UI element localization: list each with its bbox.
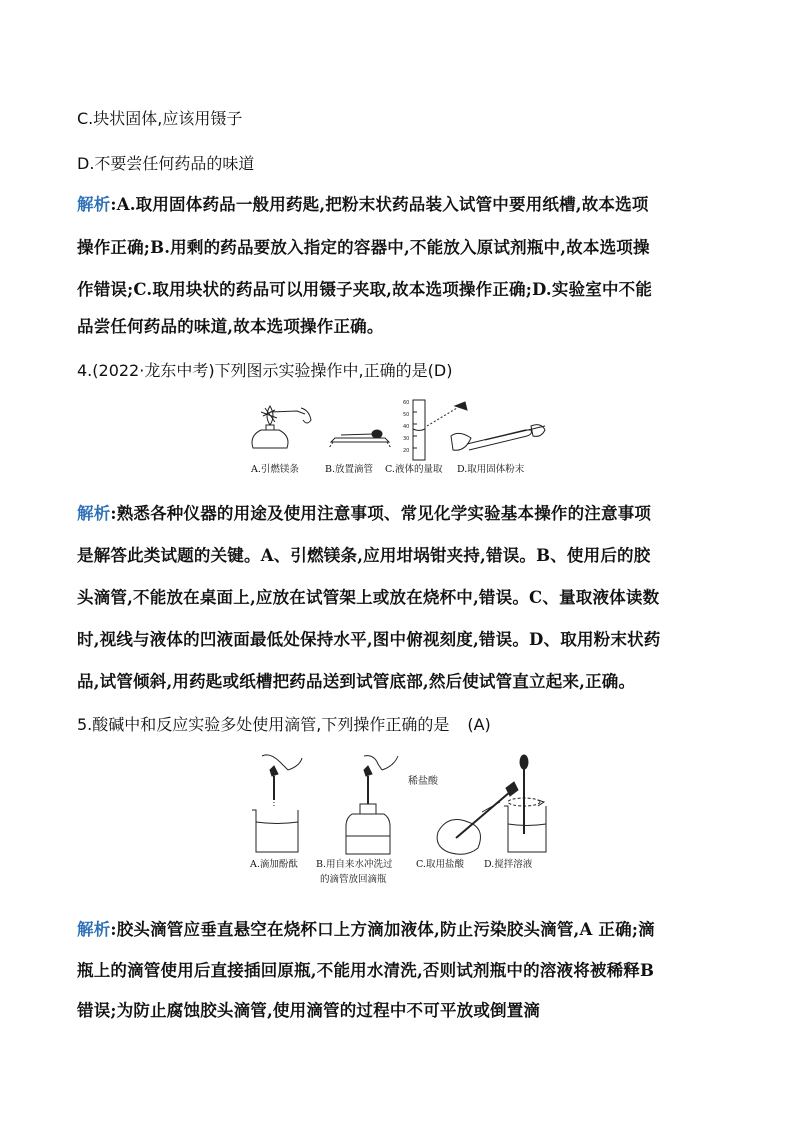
- cylinder-tick: 20: [403, 448, 410, 454]
- analysis-label: 解析: [77, 195, 111, 214]
- q4-caption-b: B.放置滴管: [325, 464, 374, 475]
- q3-analysis-line-3: 作错误;C.取用块状的药品可以用镊子夹取,故本选项操作正确;D.实验室中不能: [77, 280, 653, 299]
- q4-analysis-line-3: 头滴管,不能放在桌面上,应放在试管架上或放在烧杯中,错误。C、量取液体读数: [77, 588, 660, 607]
- analysis-text: :熟悉各种仪器的用途及使用注意事项、常见化学实验基本操作的注意事项: [110, 504, 652, 523]
- q3-analysis-line-2: 操作正确;B.用剩的药品要放入指定的容器中,不能放入原试剂瓶中,故本选项操: [77, 238, 650, 257]
- q5-caption-a: A.滴加酚酞: [250, 859, 298, 870]
- q5-caption-b: B.用自来水冲洗过: [316, 859, 393, 870]
- q4-caption-a: A.引燃镁条: [251, 464, 299, 475]
- q4-stem: 4.(2022·龙东中考)下列图示实验操作中,正确的是(D): [77, 361, 453, 380]
- analysis-label: 解析: [77, 504, 111, 523]
- q5-analysis-line-2: 瓶上的滴管使用后直接插回原瓶,不能用水清洗,否则试剂瓶中的溶液将被稀释B: [77, 961, 655, 980]
- cylinder-tick: 60: [403, 400, 410, 406]
- q5-caption-d: D.搅拌溶液: [484, 859, 533, 870]
- q5-analysis-line-3: 错误;为防止腐蚀胶头滴管,使用滴管的过程中不可平放或倒置滴: [77, 1001, 541, 1020]
- hcl-label: 稀盐酸: [408, 776, 438, 787]
- q4-analysis-line-2: 是解答此类试题的关键。A、引燃镁条,应用坩埚钳夹持,错误。B、使用后的胶: [77, 546, 651, 565]
- q5-stem-text: 5.酸碱中和反应实验多处使用滴管,下列操作正确的是: [77, 715, 450, 734]
- q5-caption-b2: 的滴管放回滴瓶: [320, 874, 387, 885]
- q3-analysis-line-1: [77, 191, 649, 215]
- q5-caption-c: C.取用盐酸: [416, 859, 464, 870]
- q4-analysis-line-4: 时,视线与液体的凹液面最低处保持水平,图中俯视刻度,错误。D、取用粉末状药: [77, 630, 661, 649]
- option-c: C.块状固体,应该用镊子: [77, 109, 243, 128]
- analysis-label: 解析: [77, 920, 111, 939]
- q4-caption-c: C.液体的量取: [385, 464, 443, 475]
- analysis-text: :胶头滴管应垂直悬空在烧杯口上方滴加液体,防止污染胶头滴管,A 正确;滴: [110, 920, 655, 939]
- q5-analysis-line-1: [77, 916, 655, 940]
- q5-answer: (A): [467, 715, 491, 734]
- q4-caption-d: D.取用固体粉末: [457, 464, 525, 475]
- cylinder-tick: 30: [403, 436, 410, 442]
- q4-analysis-line-5: 品,试管倾斜,用药匙或纸槽把药品送到试管底部,然后使试管直立起来,正确。: [77, 672, 636, 691]
- cylinder-tick: 40: [403, 424, 410, 430]
- q4-analysis-line-1: [77, 500, 651, 524]
- q5-stem: [77, 712, 491, 735]
- q4-figure: [245, 396, 555, 476]
- analysis-text: :A.取用固体药品一般用药匙,把粉末状药品装入试管中要用纸槽,故本选项: [110, 195, 649, 214]
- cylinder-tick: 50: [403, 412, 410, 418]
- option-d: D.不要尝任何药品的味道: [77, 154, 255, 173]
- q5-figure: [248, 752, 568, 887]
- q3-analysis-line-4: 品尝任何药品的味道,故本选项操作正确。: [77, 317, 384, 336]
